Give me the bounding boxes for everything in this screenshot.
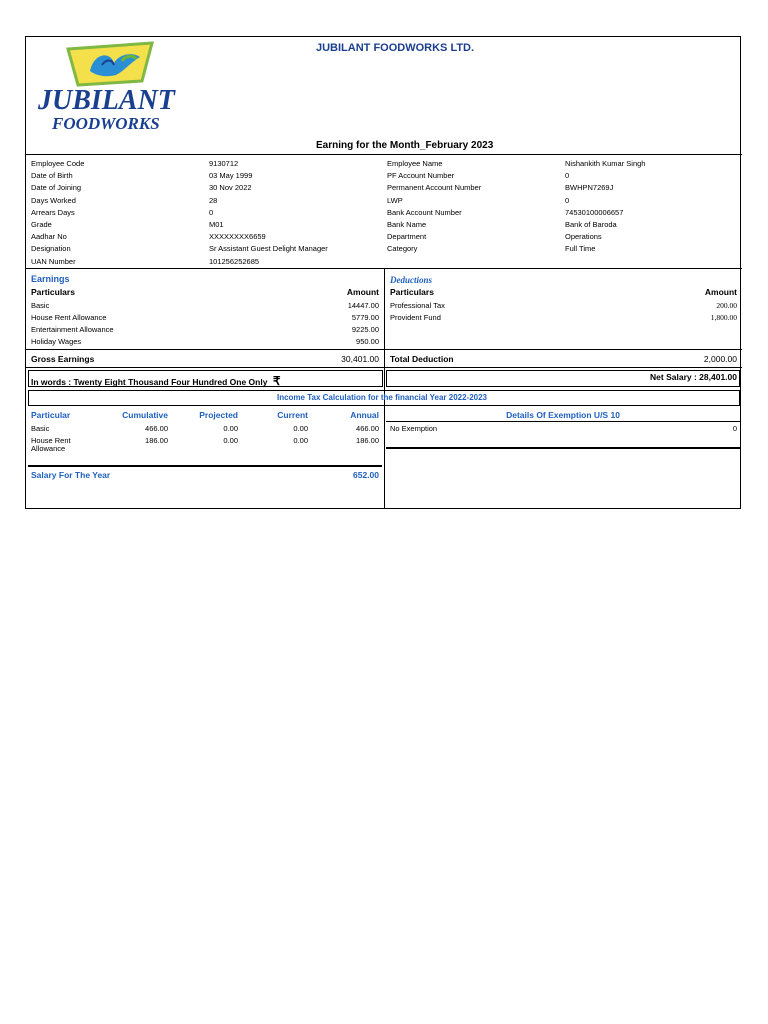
info-value: 0 (209, 207, 214, 217)
info-label: Category (387, 244, 418, 254)
earning-name: Basic (31, 301, 50, 310)
gross-earnings-label: Gross Earnings (31, 354, 95, 364)
info-label: Arrears Days (31, 207, 75, 217)
info-label: Bank Account Number (387, 207, 462, 217)
column-divider (384, 268, 385, 509)
exemption-title: Details Of Exemption U/S 10 (506, 410, 620, 420)
salary-for-year-label: Salary For The Year (31, 470, 111, 480)
employee-right-labels (387, 158, 481, 256)
info-label: Date of Birth (31, 171, 73, 181)
deduction-name: Professional Tax (390, 301, 445, 310)
net-salary: Net Salary : 28,401.00 (650, 372, 737, 382)
info-value: XXXXXXXX6659 (209, 232, 266, 242)
employee-right-values (565, 158, 645, 256)
deductions-title: Deductions (390, 275, 433, 285)
tax-header-particular: Particular (31, 410, 71, 420)
svg-text:JUBILANT: JUBILANT (38, 85, 175, 116)
earning-name: Holiday Wages (31, 337, 82, 346)
amount-in-words (31, 374, 280, 388)
earnings-particulars-header: Particulars (31, 287, 75, 297)
amount-in-words-text: In words : Twenty Eight Thousand Four Hundred One Only (31, 377, 268, 387)
divider (386, 421, 740, 422)
info-label: LWP (387, 195, 403, 205)
gross-earnings-value: 30,401.00 (341, 354, 379, 364)
info-label: UAN Number (31, 256, 76, 266)
tax-cumulative: 466.00 (145, 424, 168, 433)
divider (26, 367, 742, 368)
info-value: M01 (209, 220, 224, 230)
tax-annual: 186.00 (356, 436, 379, 445)
tax-row-name-line: Allowance (31, 444, 66, 453)
info-value: 9130712 (209, 159, 239, 168)
employee-left-labels (31, 158, 84, 268)
info-value: Sr Assistant Guest Delight Manager (209, 244, 328, 254)
tax-header-annual: Annual (350, 410, 379, 420)
tax-current: 0.00 (293, 436, 308, 445)
tax-annual: 466.00 (356, 424, 379, 433)
info-label: Aadhar No (31, 232, 67, 242)
earnings-title: Earnings (31, 274, 70, 284)
company-logo (32, 41, 208, 137)
total-deduction-value: 2,000.00 (703, 354, 737, 364)
divider (26, 349, 742, 350)
info-value: 74530100006657 (565, 207, 624, 217)
employee-left-values (209, 158, 328, 268)
info-label: Department (387, 232, 427, 242)
tax-row-name (31, 437, 71, 453)
info-value: 28 (209, 195, 218, 205)
earning-amount: 5779.00 (351, 313, 379, 322)
info-value: Operations (565, 232, 602, 242)
info-value: Nishankith Kumar Singh (565, 159, 646, 168)
info-value: Bank of Baroda (565, 220, 617, 230)
info-value: Full Time (565, 244, 596, 254)
tax-header-current: Current (277, 410, 308, 420)
tax-projected: 0.00 (223, 424, 238, 433)
tax-header-projected: Projected (199, 410, 238, 420)
info-label: PF Account Number (387, 171, 455, 181)
earnings-amount-header: Amount (346, 287, 379, 297)
info-label: Date of Joining (31, 183, 82, 193)
earning-amount: 9225.00 (351, 325, 379, 334)
deduction-name: Provident Fund (390, 313, 441, 322)
month-title: Earning for the Month_February 2023 (316, 140, 494, 151)
info-label: Permanent Account Number (387, 183, 482, 193)
company-name: JUBILANT FOODWORKS LTD. (316, 42, 475, 54)
info-value: 03 May 1999 (209, 171, 253, 181)
info-value: 101256252685 (209, 256, 260, 266)
tax-header-cumulative: Cumulative (122, 410, 168, 420)
earning-name: Entertainment Allowance (31, 325, 114, 334)
divider (26, 154, 742, 155)
salary-for-year-value: 652.00 (353, 470, 379, 480)
exemption-name: No Exemption (390, 424, 438, 433)
rupee-icon: ₹ (272, 374, 281, 388)
deductions-particulars-header: Particulars (390, 287, 434, 297)
salary-slip (25, 36, 741, 509)
earning-amount: 950.00 (356, 337, 379, 346)
deductions-amount-header: Amount (704, 287, 737, 297)
earning-name: House Rent Allowance (31, 313, 107, 322)
exemption-value: 0 (732, 424, 737, 433)
tax-title: Income Tax Calculation for the financial Year 2022-2023 (276, 393, 487, 402)
tax-current: 0.00 (293, 424, 308, 433)
tax-row-name-line: House Rent (31, 436, 71, 445)
info-value: 30 Nov 2022 (209, 183, 252, 193)
info-label: Employee Name (387, 159, 443, 168)
deduction-amount: 1,800.00 (710, 313, 737, 322)
info-label: Designation (31, 244, 71, 254)
earning-amount: 14447.00 (347, 301, 379, 310)
info-value: 0 (565, 195, 570, 205)
info-label: Days Worked (31, 195, 76, 205)
divider (386, 447, 740, 449)
info-value: 0 (565, 171, 570, 181)
total-deduction-label: Total Deduction (390, 354, 454, 364)
info-label: Grade (31, 220, 52, 230)
tax-row-name: Basic (31, 424, 50, 433)
info-value: BWHPN7269J (565, 183, 614, 193)
deduction-amount: 200.00 (716, 301, 737, 310)
divider (28, 465, 382, 467)
tax-cumulative: 186.00 (145, 436, 168, 445)
tax-projected: 0.00 (223, 436, 238, 445)
info-label: Bank Name (387, 220, 427, 230)
info-label: Employee Code (31, 159, 85, 168)
svg-text:FOODWORKS: FOODWORKS (52, 114, 160, 133)
